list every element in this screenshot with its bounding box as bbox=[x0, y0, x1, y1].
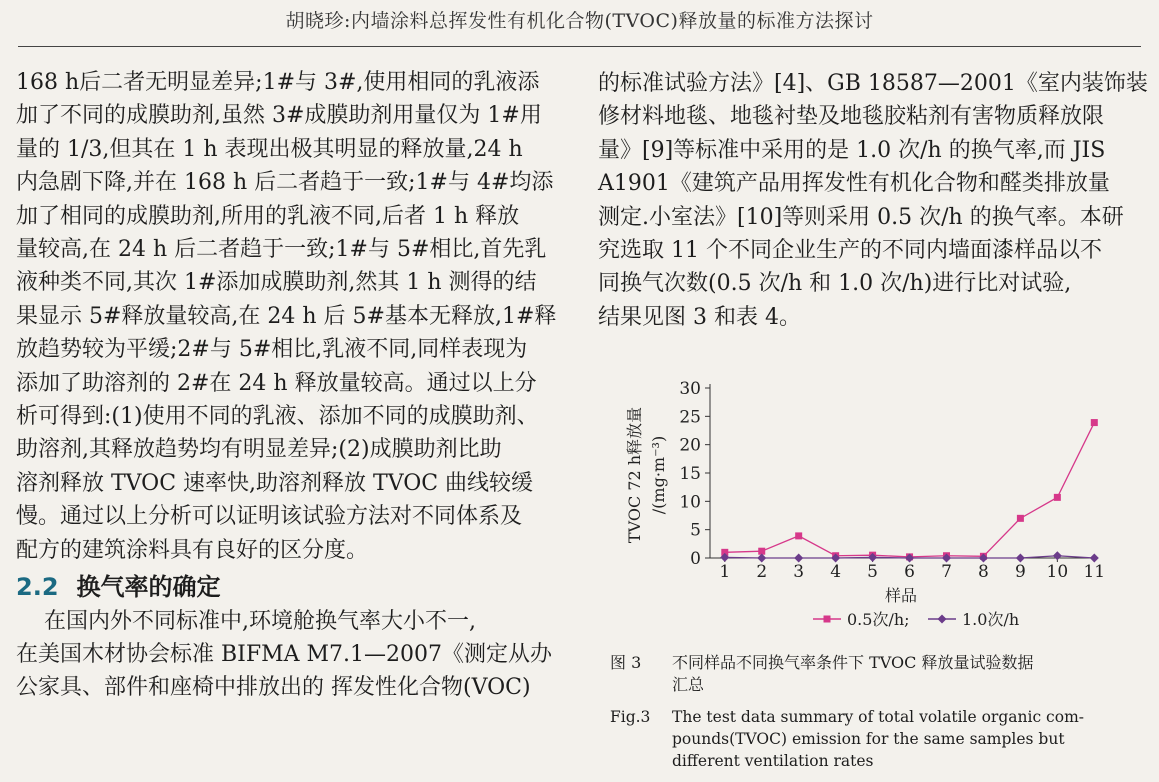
x-tick-label: 1 bbox=[719, 562, 731, 582]
y-axis-label-line1: TVOC 72 h释放量 bbox=[625, 406, 644, 544]
caption-en-line1: The test data summary of total volatile organic com- bbox=[672, 708, 1084, 726]
y-tick-label: 0 bbox=[690, 549, 701, 569]
y-tick-label: 25 bbox=[679, 407, 701, 428]
series-1-point bbox=[1054, 494, 1061, 501]
x-tick-label: 8 bbox=[978, 562, 989, 582]
body-line: 慢。通过以上分析可以证明该试验方法对不同体系及 bbox=[16, 504, 523, 530]
section-number: 2.2 bbox=[16, 573, 59, 602]
y-tick-label: 5 bbox=[690, 520, 701, 541]
x-tick-label: 6 bbox=[904, 562, 915, 582]
legend-label: 0.5次/h; bbox=[847, 610, 910, 629]
body-line: 量》[9]等标准中采用的是 1.0 次/h 的换气率,而 JIS bbox=[598, 137, 1106, 163]
x-tick-label: 5 bbox=[867, 562, 879, 582]
body-line: 加了不同的成膜助剂,虽然 3#成膜助剂用量仅为 1#用 bbox=[16, 103, 542, 129]
figure-caption-cn bbox=[610, 652, 1130, 696]
left-column bbox=[16, 66, 556, 705]
caption-cn-label: 图 3 bbox=[610, 653, 642, 672]
x-tick-label: 7 bbox=[941, 562, 952, 582]
series-2-point bbox=[1053, 551, 1062, 560]
right-column bbox=[598, 67, 1148, 334]
y-tick-label: 15 bbox=[679, 464, 701, 484]
chart-legend bbox=[813, 610, 1019, 629]
series-1-point bbox=[1017, 515, 1024, 522]
body-line: 公家具、部件和座椅中排放出的 挥发性化合物(VOC) bbox=[16, 675, 531, 701]
series-1-point bbox=[795, 532, 802, 539]
body-line: 168 h后二者无明显差异;1#与 3#,使用相同的乳液添 bbox=[16, 70, 540, 95]
series-1-point bbox=[1091, 419, 1098, 426]
x-tick-label: 11 bbox=[1083, 562, 1106, 582]
body-line: 液种类不同,其次 1#添加成膜助剂,然其 1 h 测得的结 bbox=[16, 270, 537, 296]
body-line: 果显示 5#释放量较高,在 24 h 后 5#基本无释放,1#释 bbox=[16, 303, 557, 329]
y-tick-label: 30 bbox=[679, 379, 701, 399]
body-line: 究选取 11 个不同企业生产的不同内墙面漆样品以不 bbox=[598, 238, 1102, 264]
body-line: 同换气次数(0.5 次/h 和 1.0 次/h)进行比对试验, bbox=[598, 271, 1072, 297]
caption-en-line3: different ventilation rates bbox=[672, 752, 874, 770]
figure-caption-en bbox=[610, 706, 1130, 772]
y-tick-label: 10 bbox=[679, 492, 701, 513]
legend-marker bbox=[938, 615, 947, 624]
body-line: 析可得到:(1)使用不同的乳液、添加不同的成膜助剂、 bbox=[16, 404, 539, 430]
x-tick-label: 9 bbox=[1014, 562, 1026, 582]
body-line: 测定.小室法》[10]等则采用 0.5 次/h 的换气率。本研 bbox=[598, 204, 1124, 230]
body-line: 助溶剂,其释放趋势均有明显差异;(2)成膜助剂比助 bbox=[16, 437, 502, 463]
chart-plot-area bbox=[679, 379, 1105, 582]
header-rule bbox=[18, 46, 1141, 47]
body-line: 修材料地毯、地毯衬垫及地毯胶粘剂有害物质释放限 bbox=[598, 104, 1105, 130]
body-line: 的标准试验方法》[4]、GB 18587—2001《室内装饰装 bbox=[598, 71, 1148, 96]
body-line: 放趋势较为平缓;2#与 5#相比,乳液不同,同样表现为 bbox=[16, 337, 528, 363]
x-tick-label: 2 bbox=[756, 562, 768, 582]
body-line: 结果见图 3 和表 4。 bbox=[598, 304, 801, 330]
figure-3 bbox=[598, 370, 1138, 670]
body-line: 添加了助溶剂的 2#在 24 h 释放量较高。通过以上分 bbox=[16, 370, 537, 396]
x-tick-label: 4 bbox=[830, 562, 842, 582]
caption-en-label: Fig.3 bbox=[610, 708, 651, 726]
y-axis-label-line2: /(mg·m⁻³) bbox=[649, 435, 668, 515]
legend-marker bbox=[824, 616, 831, 623]
section-heading bbox=[16, 571, 556, 604]
tvoc-line-chart bbox=[598, 370, 1138, 650]
running-head: 胡晓珍:内墙涂料总挥发性有机化合物(TVOC)释放量的标准方法探讨 bbox=[285, 10, 874, 32]
legend-label: 1.0次/h bbox=[962, 610, 1020, 629]
x-axis-label: 样品 bbox=[884, 586, 918, 605]
body-line: 内急剧下降,并在 168 h 后二者趋于一致;1#与 4#均添 bbox=[16, 170, 554, 196]
body-line: A1901《建筑产品用挥发性有机化合物和醛类排放量 bbox=[598, 171, 1110, 197]
body-line: 在美国木材协会标准 BIFMA M7.1—2007《测定从办 bbox=[16, 641, 553, 667]
x-tick-label: 10 bbox=[1046, 562, 1069, 582]
body-line: 量较高,在 24 h 后二者趋于一致;1#与 5#相比,首先乳 bbox=[16, 237, 547, 263]
body-line: 加了相同的成膜助剂,所用的乳液不同,后者 1 h 释放 bbox=[16, 203, 520, 229]
body-line: 溶剂释放 TVOC 速率快,助溶剂释放 TVOC 曲线较缓 bbox=[16, 470, 534, 496]
body-line: 在国内外不同标准中,环境舱换气率大小不一, bbox=[16, 608, 476, 634]
x-tick-label: 3 bbox=[793, 562, 805, 582]
series-line-1 bbox=[725, 423, 1095, 557]
section-title: 换气率的确定 bbox=[76, 573, 221, 602]
caption-cn-line1: 不同样品不同换气率条件下 TVOC 释放量试验数据 bbox=[672, 653, 1034, 672]
caption-en-line2: pounds(TVOC) emission for the same samples but bbox=[672, 730, 1065, 748]
caption-cn-line2: 汇总 bbox=[672, 675, 705, 694]
body-line: 量的 1/3,但其在 1 h 表现出极其明显的释放量,24 h bbox=[16, 136, 523, 162]
body-line: 配方的建筑涂料具有良好的区分度。 bbox=[16, 537, 369, 563]
y-tick-label: 20 bbox=[679, 435, 701, 456]
